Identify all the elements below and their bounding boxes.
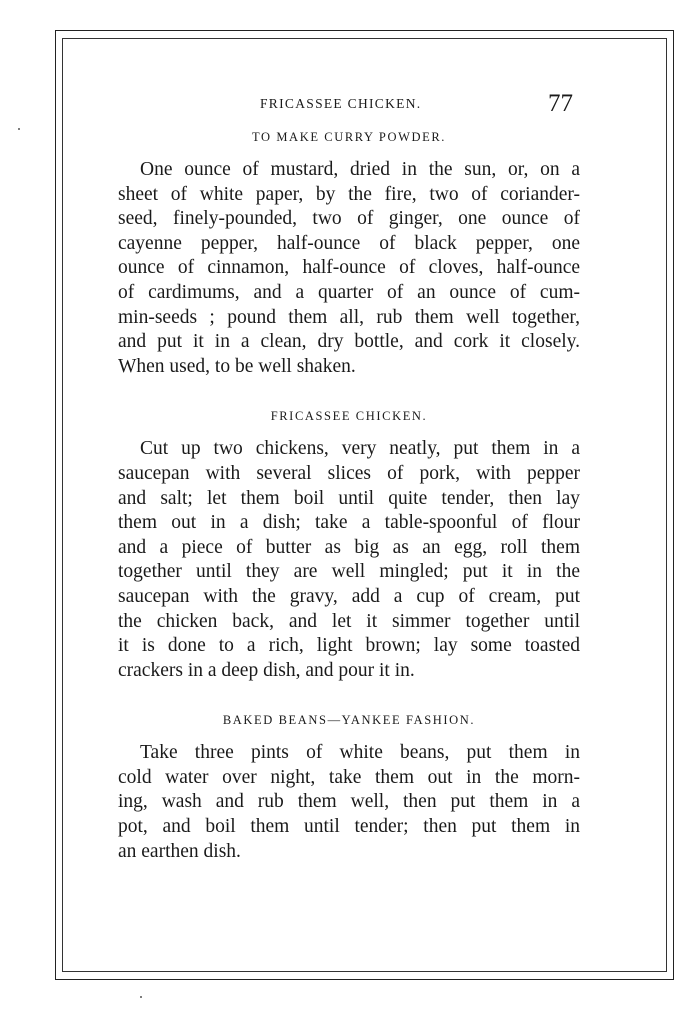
text-line: it is done to a rich, light brown; lay some toasted [118,635,580,657]
text-line: crackers in a deep dish, and pour it in. [118,659,415,681]
text-line: cold water over night, take them out in the morn- [118,766,580,788]
section-heading-fricassee-chicken: FRICASSEE CHICKEN. [270,409,428,424]
speck [18,128,20,130]
text-line: When used, to be well shaken. [118,355,356,377]
text-line: pot, and boil them until tender; then put them in [118,816,580,838]
text-line: them out in a dish; take a table-spoonful of flour [118,512,580,534]
text-line: ounce of cinnamon, half-ounce of cloves, half-ounce [118,257,580,279]
text-line: saucepan with the gravy, add a cup of cream, put [118,585,580,607]
section-heading-curry-powder: TO MAKE CURRY POWDER. [251,130,447,144]
text-line: cayenne pepper, half-ounce of black pepper, one [118,232,580,254]
paragraph-curry-powder [118,158,580,379]
paragraph-fricassee-chicken [118,437,580,683]
text-line: One ounce of mustard, dried in the sun, or, on a [140,159,580,180]
text-line: min-seeds ; pound them all, rub them well together, [118,306,580,328]
text-line: sheet of white paper, by the fire, two of coriander- [118,183,580,205]
text-line: the chicken back, and let it simmer together until [118,610,580,632]
running-header [0,90,700,118]
text-line: saucepan with several slices of pork, with pepper [118,462,580,484]
text-line: of cardimums, and a quarter of an ounce of cum- [118,281,580,303]
section-heading-baked-beans: BAKED BEANS—YANKEE FASHION. [222,713,476,728]
page-body [118,126,580,864]
text-line: Cut up two chickens, very neatly, put them in a [140,438,580,460]
text-line: Take three pints of white beans, put them in [140,742,580,764]
text-line: and salt; let them boil until quite tender, then lay [118,487,580,509]
text-line: ing, wash and rub them well, then put them in a [118,791,580,813]
text-line: seed, finely-pounded, two of ginger, one ounce of [118,208,580,230]
paragraph-baked-beans [118,741,580,864]
speck [140,996,142,998]
running-title: FRICASSEE CHICKEN. [260,96,422,111]
text-line: together until they are well mingled; put it in the [118,561,580,583]
page-number: 77 [548,90,573,117]
text-line: an earthen dish. [118,840,241,862]
text-line: and put it in a clean, dry bottle, and cork it closely. [118,331,580,353]
text-line: and a piece of butter as big as an egg, roll them [118,536,580,558]
